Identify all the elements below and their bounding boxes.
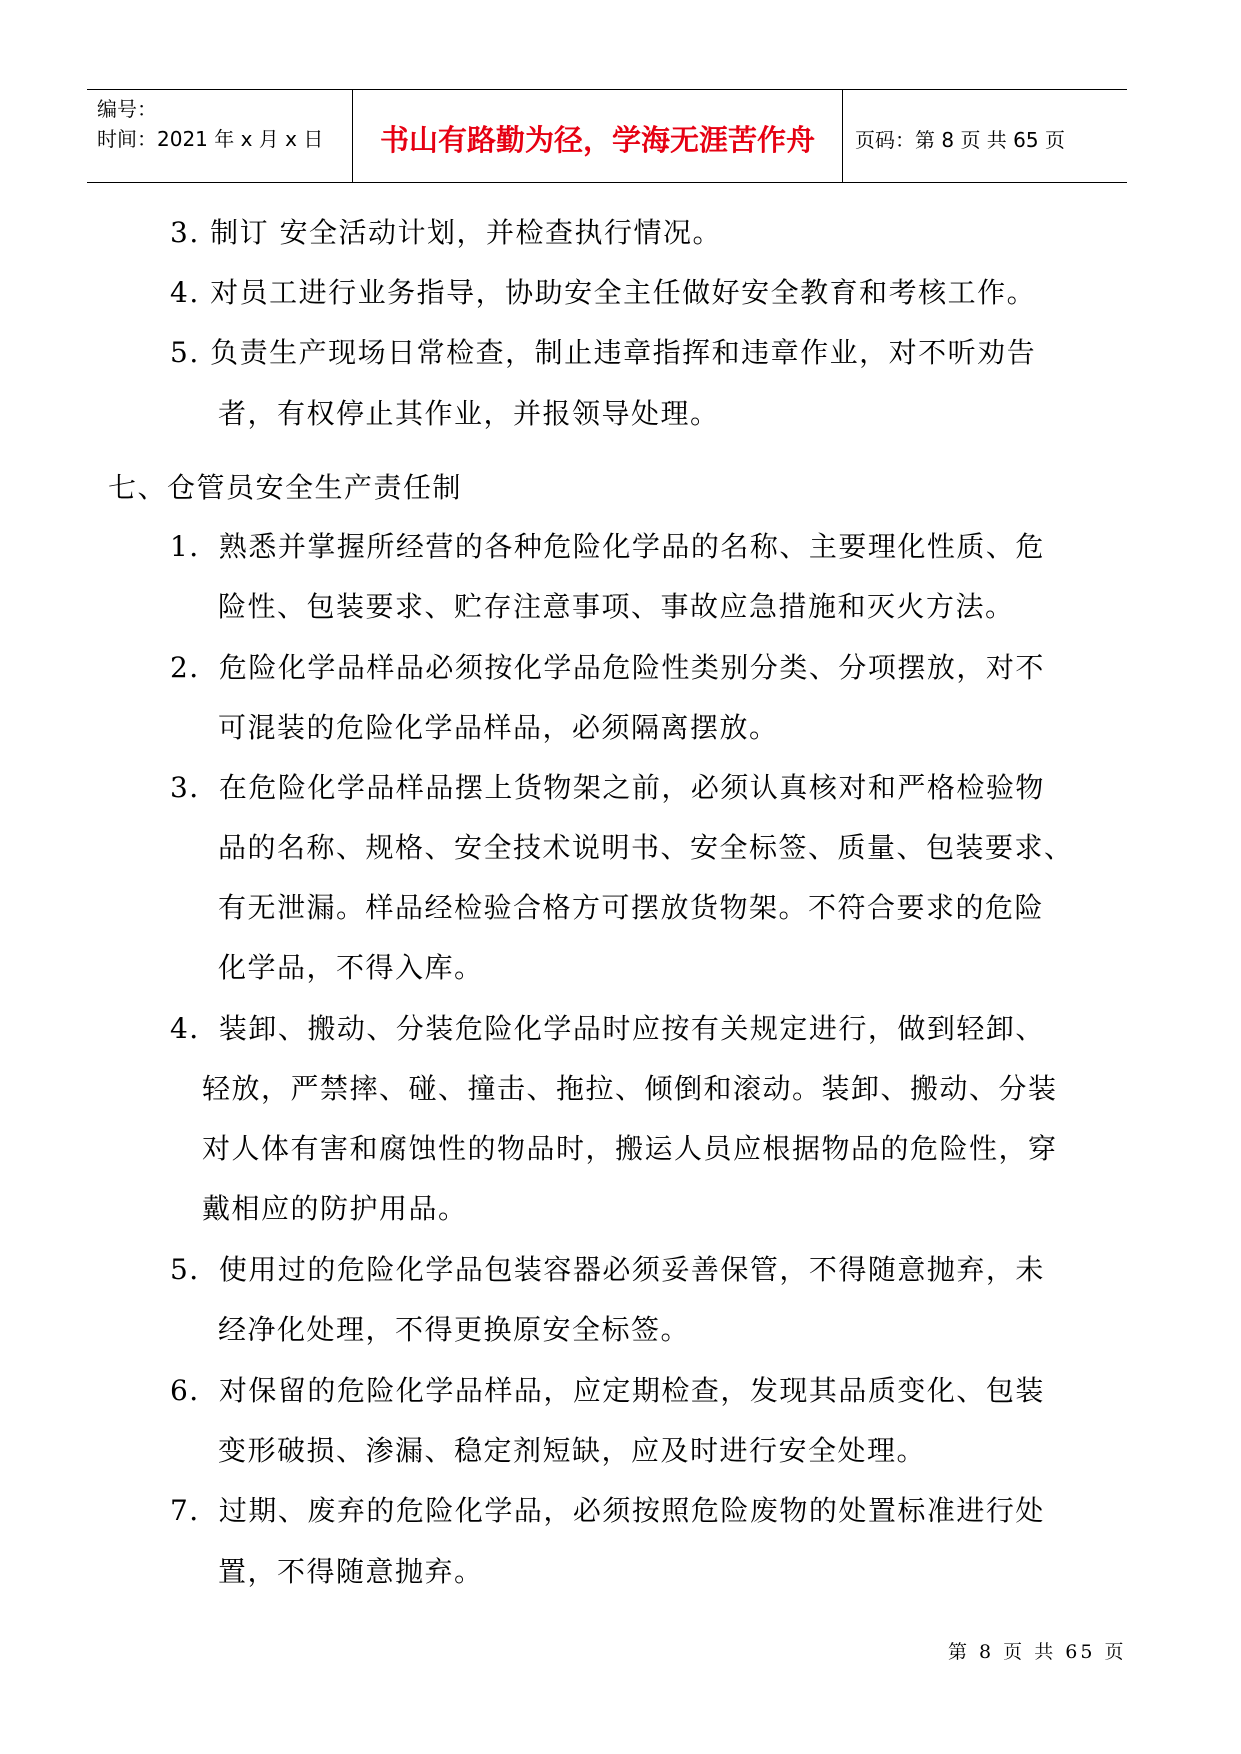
body-line: 1．熟悉并掌握所经营的各种危险化学品的名称、主要理化性质、危 bbox=[170, 530, 1045, 563]
body-line: 经净化处理，不得更换原安全标签。 bbox=[218, 1313, 691, 1346]
body-line: 3. 制订 安全活动计划，并检查执行情况。 bbox=[170, 216, 723, 249]
body-line: 有无泄漏。样品经检验合格方可摆放货物架。不符合要求的危险 bbox=[218, 891, 1045, 924]
body-line: 2．危险化学品样品必须按化学品危险性类别分类、分项摆放，对不 bbox=[170, 651, 1045, 684]
header-motto-cell bbox=[353, 90, 843, 182]
page-footer: 第 8 页 共 65 页 bbox=[948, 1641, 1127, 1663]
body-line: 置，不得随意抛弃。 bbox=[218, 1555, 484, 1588]
header-meta bbox=[87, 90, 353, 182]
body-line: 轻放，严禁摔、碰、撞击、拖拉、倾倒和滚动。装卸、搬动、分装 bbox=[202, 1072, 1058, 1105]
body-line: 5．使用过的危险化学品包装容器必须妥善保管，不得随意抛弃，未 bbox=[170, 1253, 1045, 1286]
body-line: 5. 负责生产现场日常检查，制止违章指挥和违章作业，对不听劝告 bbox=[170, 336, 1037, 369]
document-date: 时间：2021 年 x 月 x 日 bbox=[97, 127, 324, 151]
body-line: 4. 对员工进行业务指导，协助安全主任做好安全教育和考核工作。 bbox=[170, 276, 1037, 309]
body-line: 化学品，不得入库。 bbox=[218, 951, 484, 984]
body-line: 品的名称、规格、安全技术说明书、安全标签、质量、包装要求、 bbox=[218, 831, 1074, 864]
body-line: 戴相应的防护用品。 bbox=[202, 1192, 468, 1225]
body-line: 者，有权停止其作业，并报领导处理。 bbox=[218, 397, 720, 430]
section-heading: 七、仓管员安全生产责任制 bbox=[108, 471, 463, 504]
header-motto: 书山有路勤为径，学海无涯苦作舟 bbox=[379, 122, 815, 157]
header-page-cell bbox=[843, 90, 1127, 182]
body-line: 可混装的危险化学品样品，必须隔离摆放。 bbox=[218, 711, 779, 744]
body-line: 4．装卸、搬动、分装危险化学品时应按有关规定进行，做到轻卸、 bbox=[170, 1012, 1045, 1045]
body-line: 7．过期、废弃的危险化学品，必须按照危险废物的处置标准进行处 bbox=[170, 1494, 1045, 1527]
body-line: 3．在危险化学品样品摆上货物架之前，必须认真核对和严格检验物 bbox=[170, 771, 1045, 804]
page-header bbox=[87, 89, 1127, 183]
document-number-label: 编号： bbox=[97, 97, 157, 121]
body-line: 险性、包装要求、贮存注意事项、事故应急措施和灭火方法。 bbox=[218, 590, 1015, 623]
header-page-info: 页码：第 8 页 共 65 页 bbox=[855, 127, 1065, 152]
body-line: 6．对保留的危险化学品样品，应定期检查，发现其品质变化、包装 bbox=[170, 1374, 1045, 1407]
body-line: 变形破损、渗漏、稳定剂短缺，应及时进行安全处理。 bbox=[218, 1434, 927, 1467]
body-line: 对人体有害和腐蚀性的物品时，搬运人员应根据物品的危险性，穿 bbox=[202, 1132, 1058, 1165]
